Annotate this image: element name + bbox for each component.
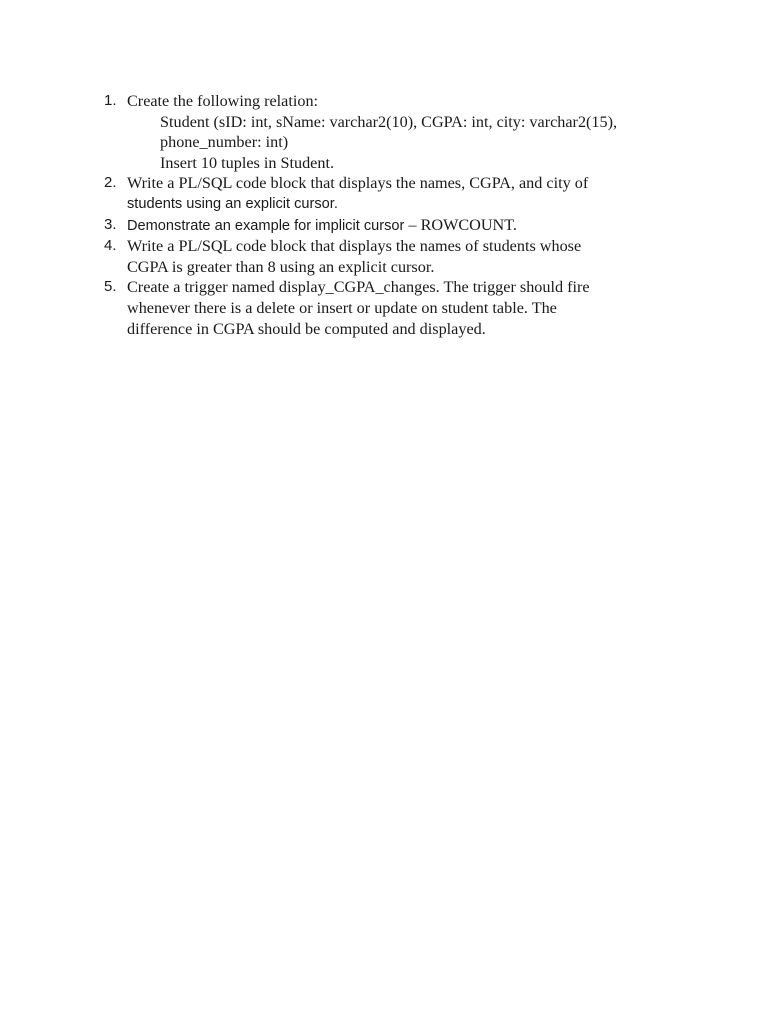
- item-text: Create a trigger named display_CGPA_changes. The trigger should fire: [127, 278, 590, 297]
- item-text: Create the following relation:: [127, 92, 319, 110]
- item-text-part: – ROWCOUNT.: [404, 215, 517, 234]
- list-item-4: [104, 236, 684, 277]
- item-text: whenever there is a delete or insert or update on student table. The: [127, 298, 557, 317]
- item-number: 1.: [104, 92, 117, 109]
- item-text: Write a PL/SQL code block that displays the names of students whose: [127, 237, 582, 256]
- list-item-5: [104, 277, 684, 339]
- item-text-part: Demonstrate an example for implicit cursor: [127, 217, 405, 234]
- item-number: 4.: [104, 237, 117, 255]
- list-item-1: [104, 91, 684, 173]
- item-text: [127, 215, 684, 237]
- item-number: 3.: [104, 215, 117, 233]
- list-item-3: [104, 215, 684, 237]
- item-text: CGPA is greater than 8 using an explicit cursor.: [127, 257, 435, 276]
- item-text: Write a PL/SQL code block that displays the names, CGPA, and city of: [127, 174, 589, 193]
- item-number: 5.: [104, 278, 117, 296]
- task-list: [104, 91, 684, 339]
- insert-instruction: Insert 10 tuples in Student.: [160, 153, 334, 172]
- item-text: difference in CGPA should be computed and displayed.: [127, 319, 486, 338]
- item-text: students using an explicit cursor.: [127, 195, 338, 212]
- schema-definition-line: phone_number: int): [160, 133, 289, 152]
- list-item-2: [104, 173, 684, 214]
- schema-definition-line: Student (sID: int, sName: varchar2(10), CGPA: int, city: varchar2(15),: [160, 112, 618, 131]
- item-number: 2.: [104, 174, 117, 192]
